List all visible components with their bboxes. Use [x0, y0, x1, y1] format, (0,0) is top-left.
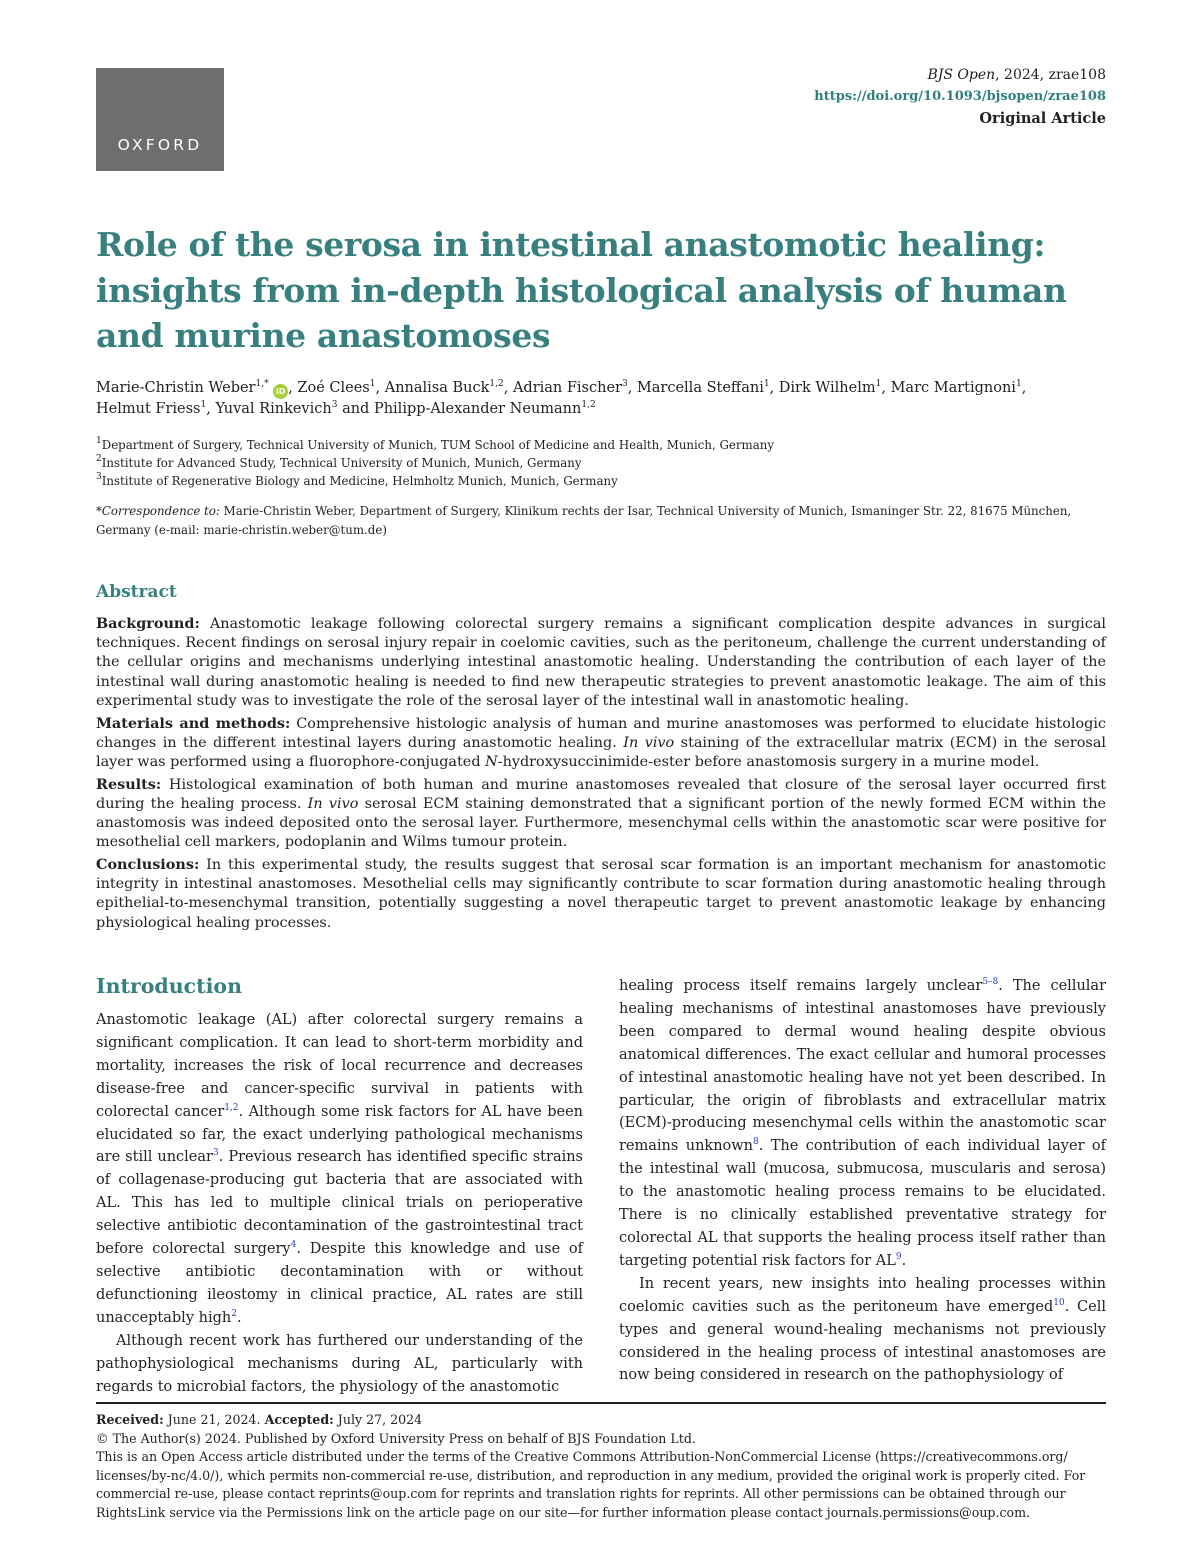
affiliation-text: Institute for Advanced Study, Technical University of Munich, Munich, Germany [101, 456, 582, 470]
journal-volume: , 2024, zrae108 [995, 67, 1106, 83]
author-affiliation-marker: 1,2 [489, 379, 504, 389]
body-text: In recent years, new insights into healing processes within coelomic cavities such as the peritoneum have emerged [619, 1275, 1106, 1315]
results-label: Results: [96, 775, 162, 793]
author-name: Marcella Steffani [636, 380, 764, 396]
introduction-heading: Introduction [96, 974, 242, 998]
affiliation-number: 1 [96, 436, 102, 446]
citation-ref[interactable]: 4 [290, 1240, 297, 1251]
conclusions-text: In this experimental study, the results suggest that serosal scar formation is an important mechanism for anastomotic integrity in intestinal anastomoses. Mesothelial cells may significantly contribute to scar formation during anastomotic healing through epithelial-to-mesenchymal transition, potentially suggesting a novel therapeutic target to prevent anastomotic leakage by enhancing physiological healing processes. [96, 856, 1106, 931]
received-date: June 21, 2024. [163, 1412, 265, 1427]
author-name: Helmut Friess [96, 401, 201, 417]
abstract [96, 614, 1106, 935]
results-invivo: In vivo [307, 795, 359, 812]
intro-paragraph-2-cont [619, 975, 1106, 1273]
methods-text: Comprehensive histologic analysis of human and murine anastomoses was performed to elucidate histologic changes in the different intestinal layers during anastomotic healing. [96, 715, 1106, 751]
intro-paragraph-3 [619, 1273, 1106, 1388]
correspondence-text: Marie-Christin Weber, Department of Surgery, Klinikum rechts der Isar, Technical University of Munich, Ismaninger Str. 22, 81675 München, Germany (e-mail: marie-christin.weber@tum.de) [96, 504, 1072, 537]
author-list: Marie-Christin Weber$^{1,*}$ iD , Zoé Clees$^1$, Annalisa Buck$^{1,2}$, Adrian Fischer$^3$, Marcella Steffani$^1$, Dirk Wilhelm$^1$, Marc Martignoni$^1$, Helmut Friess$^1$, Yuval Rinkevich$^3$ and Philipp-Alexander Neumann$^{1,2}$ [96, 379, 1027, 417]
intro-paragraph-1 [96, 1009, 583, 1330]
author-affiliation-marker: 3 [621, 379, 628, 389]
author-name: Dirk Wilhelm [778, 380, 876, 396]
citation-ref[interactable]: 1,2 [224, 1102, 239, 1113]
copyright: © The Author(s) 2024. Published by Oxford University Press on behalf of BJS Foundation Ltd. [96, 1430, 696, 1446]
abstract-heading: Abstract [96, 582, 177, 602]
author-name: Zoé Clees [297, 380, 370, 396]
author-name: Annalisa Buck [384, 380, 490, 396]
citation-ref[interactable]: 9 [895, 1251, 902, 1262]
correspondence [96, 502, 1106, 539]
received-accepted [96, 1411, 1106, 1430]
affiliation-text: Department of Surgery, Technical University of Munich, TUM School of Medicine and Health, Munich, Germany [101, 438, 775, 452]
author-affiliation-marker: 3 [331, 400, 338, 410]
body-text: . Although some risk factors for AL have been elucidated so far, the exact underlying pathological mechanisms are still unclear [96, 1103, 583, 1166]
orcid-icon[interactable]: iD [273, 384, 288, 399]
article-type: Original Article [979, 110, 1106, 127]
author-affiliation-marker: 1 [1015, 379, 1022, 389]
citation-ref[interactable]: 5–8 [982, 977, 999, 987]
license: This is an Open Access article distributed under the terms of the Creative Commons Attribution-NonCommercial License (https://creativecommons.org/ licenses/by-nc/4.0/), which permits non-commercial re-use, distribution, and reproduction in any medium, provided the original work is properly cited. For commercial re-use, please contact reprints@oup.com for reprints and translation rights for reprints. All other permissions can be obtained through our RightsLink service via the Permissions link on the article page on our site—for further information please contact journals.permissions@oup.com. [96, 1449, 1086, 1520]
abstract-results [96, 775, 1106, 853]
affiliation-number: 3 [96, 472, 102, 482]
body-column-left [96, 1009, 583, 1398]
methods-text: staining of the extracellular matrix (ECM) in the serosal layer was performed using a fluorophore-conjugated [96, 734, 1107, 770]
author-affiliation-marker: 1,2 [581, 400, 596, 410]
body-text: . Previous research has identified specific strains of collagenase-producing gut bacteria that are associated with AL. This has led to multiple clinical trials on perioperative selective antibiotic decontamination of the gastrointestinal tract before colorectal surgery [96, 1149, 583, 1258]
body-text: . The cellular healing mechanisms of intestinal anastomoses have previously been compared to dermal wound healing despite obvious anatomical differences. The exact cellular and humoral processes of intestinal anastomotic healing have not yet been described. In particular, the origin of fibroblasts and extracellular matrix (ECM)-producing mesenchymal cells within the anastomotic scar remains unknown [619, 978, 1106, 1155]
body-text: . [236, 1309, 242, 1326]
affiliation-text: Institute of Regenerative Biology and Medicine, Helmholtz Munich, Munich, Germany [101, 474, 618, 488]
journal-header [814, 64, 1106, 130]
affiliation-number: 2 [96, 454, 102, 464]
author-name: Yuval Rinkevich [215, 401, 332, 417]
citation-ref[interactable]: 3 [212, 1148, 219, 1159]
abstract-conclusions [96, 855, 1106, 933]
received-label: Received: [96, 1412, 164, 1427]
doi-link[interactable]: https://doi.org/10.1093/bjsopen/zrae108 [814, 89, 1106, 104]
methods-invivo: In vivo [623, 734, 675, 751]
author-name: Marie-Christin Weber [96, 380, 256, 396]
body-column-right [619, 975, 1106, 1387]
oxford-logo [96, 68, 224, 171]
author-name: Philipp-Alexander Neumann [373, 401, 582, 417]
citation-ref[interactable]: 10 [1053, 1297, 1065, 1308]
author-name: Adrian Fischer [512, 380, 622, 396]
background-text: Anastomotic leakage following colorectal surgery remains a significant complication despite advances in surgical techniques. Recent findings on serosal injury repair in coelomic cavities, such as the peritoneum, challenge the current understanding of the cellular origins and mechanisms underlying intestinal anastomotic healing. Understanding the contribution of each layer of the intestinal wall during anastomotic healing is needed to find new therapeutic strategies to prevent anastomotic leakage. The aim of this experimental study was to investigate the role of the serosal layer of the intestinal wall in anastomotic healing. [96, 616, 1106, 709]
background-label: Background: [96, 615, 200, 632]
body-text: . Despite this knowledge and use of selective antibiotic decontamination with or without defunctioning ileostomy in clinical practice, AL rates are still unacceptably high [96, 1241, 583, 1326]
affiliation [96, 436, 1106, 454]
journal-citation [814, 64, 1106, 86]
citation-ref[interactable]: 2 [231, 1308, 237, 1319]
methods-n: N [485, 753, 498, 770]
accepted-date: July 27, 2024 [333, 1412, 423, 1427]
logo-text: OXFORD [117, 136, 203, 154]
footer-divider [96, 1402, 1106, 1404]
author-affiliation-marker: 1 [763, 379, 770, 389]
author-name: Marc Martignoni [890, 380, 1016, 396]
abstract-background [96, 614, 1106, 711]
journal-name: BJS Open [927, 67, 996, 83]
body-text: Anastomotic leakage (AL) after colorectal surgery remains a significant complication. It can lead to short-term morbidity and mortality, increases the risk of local recurrence and decreases disease-free and cancer-specific survival in patients with colorectal cancer [96, 1012, 583, 1120]
results-text: serosal ECM staining demonstrated that a significant portion of the newly formed ECM within the anastomosis was indeed deposited onto the serosal layer. Furthermore, mesenchymal cells within the anastomotic scar were positive for mesothelial cell markers, podoplanin and Wilms tumour protein. [96, 795, 1106, 851]
methods-text: -hydroxysuccinimide-ester before anastomosis surgery in a murine model. [497, 753, 1040, 770]
methods-label: Materials and methods: [96, 714, 291, 732]
intro-paragraph-2: Although recent work has furthered our understanding of the pathophysiological mechanisms during AL, particularly with regards to microbial factors, the physiology of the anastomotic [96, 1332, 583, 1395]
citation-ref[interactable]: 8 [753, 1137, 759, 1148]
affiliations [96, 436, 1106, 490]
author-affiliation-marker: 1 [875, 379, 882, 389]
affiliation [96, 472, 1106, 490]
author-affiliation-marker: 1 [369, 379, 376, 389]
results-text: Histological examination of both human and murine anastomoses revealed that closure of the serosal layer occurred first during the healing process. [96, 776, 1106, 812]
body-text: healing process itself remains largely unclear [619, 978, 983, 994]
correspondence-label: *Correspondence to: [96, 504, 220, 518]
article-footer [96, 1411, 1106, 1522]
body-text: . The contribution of each individual layer of the intestinal wall (mucosa, submucosa, muscularis and serosa) to the anastomotic healing process remains to be elucidated. There is no clinically established preventative strategy for colorectal AL that supports the healing process itself rather than targeting potential risk factors for AL [619, 1138, 1106, 1269]
author-affiliation-marker: 1,* [255, 379, 269, 389]
author-affiliation-marker: 1 [200, 400, 207, 410]
accepted-label: Accepted: [264, 1412, 334, 1427]
abstract-methods [96, 714, 1106, 773]
body-text: . [901, 1252, 907, 1269]
affiliation [96, 454, 1106, 472]
body-text: . Cell types and general wound-healing mechanisms not previously considered in the healing process of intestinal anastomoses are now being considered in research on the pathophysiology of [619, 1298, 1107, 1384]
article-title: Role of the serosa in intestinal anastomotic healing: insights from in-depth histological analysis of human and murine anastomoses [96, 225, 1067, 355]
conclusions-label: Conclusions: [96, 855, 200, 873]
